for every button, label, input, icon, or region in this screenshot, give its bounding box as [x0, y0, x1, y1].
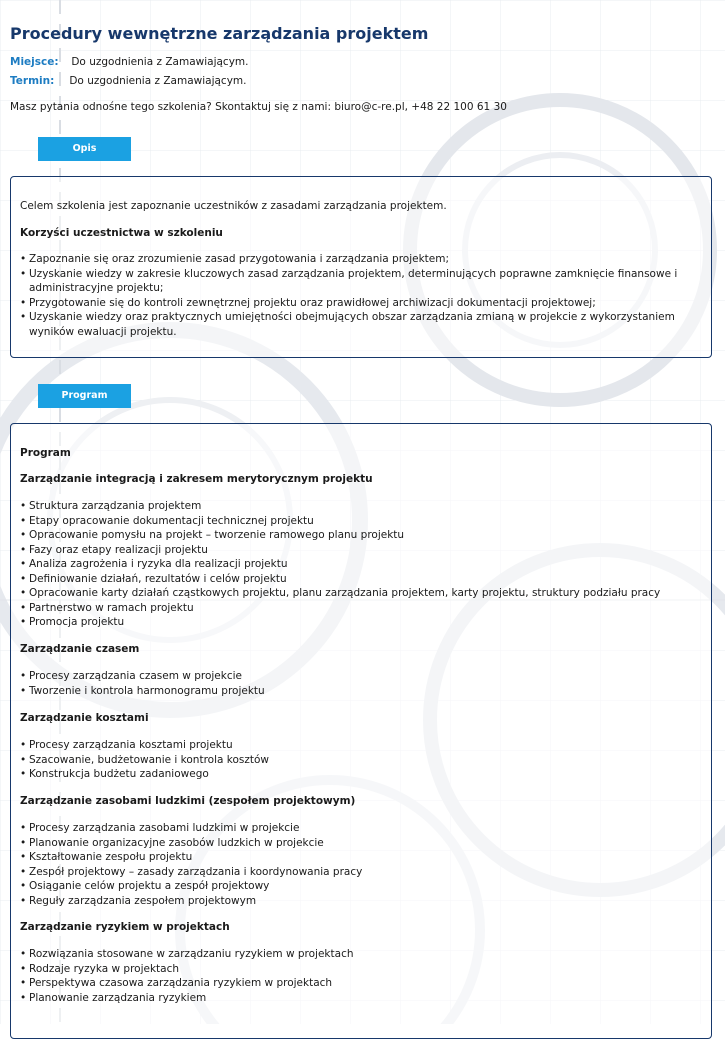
benefit-item: • Uzyskanie wiedzy w zakresie kluczowych zasad zarządzania projektem, determinujących poprawne zamknięcie finansowe i administracyjne projektu;	[20, 267, 689, 296]
section-list	[20, 738, 269, 782]
section-title: Zarządzanie kosztami	[20, 712, 149, 724]
list-item: • Planowanie zarządzania ryzykiem	[20, 991, 354, 1006]
place-label: Miejsce:	[10, 56, 59, 68]
page-title: Procedury wewnętrzne zarządzania projektem	[10, 24, 429, 43]
list-item: • Zespół projektowy – zasady zarządzania i koordynowania pracy	[20, 865, 362, 880]
list-item: • Rozwiązania stosowane w zarządzaniu ryzykiem w projektach	[20, 947, 354, 962]
program-heading: Program	[20, 447, 71, 459]
list-item: • Opracowanie pomysłu na projekt – tworzenie ramowego planu projektu	[20, 528, 660, 543]
program-box	[10, 423, 712, 1039]
benefit-item: • Przygotowanie się do kontroli zewnętrznej projektu oraz prawidłowej archiwizacji dokumentacji projektowej;	[20, 296, 689, 311]
list-item: • Procesy zarządzania czasem w projekcie	[20, 669, 265, 684]
list-item: • Opracowanie karty działań cząstkowych projektu, planu zarządzania projektem, karty projektu, struktury podziału pracy	[20, 586, 660, 601]
section-list	[20, 499, 660, 630]
section-title: Zarządzanie zasobami ludzkimi (zespołem projektowym)	[20, 795, 356, 807]
list-item: • Perspektywa czasowa zarządzania ryzykiem w projektach	[20, 976, 354, 991]
section-list	[20, 669, 265, 698]
list-item: • Procesy zarządzania kosztami projektu	[20, 738, 269, 753]
term-row	[10, 75, 246, 87]
list-item: • Rodzaje ryzyka w projektach	[20, 962, 354, 977]
section-list	[20, 821, 362, 908]
section-title: Zarządzanie ryzykiem w projektach	[20, 921, 230, 933]
list-item: • Partnerstwo w ramach projektu	[20, 601, 660, 616]
list-item: • Osiąganie celów projektu a zespół projektowy	[20, 879, 362, 894]
list-item: • Analiza zagrożenia i ryzyka dla realizacji projektu	[20, 557, 660, 572]
list-item: • Szacowanie, budżetowanie i kontrola kosztów	[20, 753, 269, 768]
list-item: • Planowanie organizacyjne zasobów ludzkich w projekcie	[20, 836, 362, 851]
contact-info: Masz pytania odnośne tego szkolenia? Skontaktuj się z nami: biuro@c-re.pl, +48 22 100 61 30	[10, 101, 507, 113]
list-item: • Fazy oraz etapy realizacji projektu	[20, 543, 660, 558]
term-label: Termin:	[10, 75, 55, 87]
section-list	[20, 947, 354, 1005]
list-item: • Tworzenie i kontrola harmonogramu projektu	[20, 684, 265, 699]
section-title: Zarządzanie integracją i zakresem merytorycznym projektu	[20, 473, 373, 485]
section-title: Zarządzanie czasem	[20, 643, 140, 655]
benefit-item: • Uzyskanie wiedzy oraz praktycznych umiejętności obejmujących obszar zarządzania zmianą w projekcie z wykorzystaniem wyników ewaluacji projektu.	[20, 310, 689, 339]
list-item: • Struktura zarządzania projektem	[20, 499, 660, 514]
description-intro: Celem szkolenia jest zapoznanie uczestników z zasadami zarządzania projektem.	[20, 200, 447, 212]
benefits-list	[20, 252, 689, 339]
list-item: • Definiowanie działań, rezultatów i celów projektu	[20, 572, 660, 587]
place-value: Do uzgodnienia z Zamawiającym.	[71, 56, 249, 68]
term-value: Do uzgodnienia z Zamawiającym.	[69, 75, 247, 87]
list-item: • Promocja projektu	[20, 615, 660, 630]
list-item: • Reguły zarządzania zespołem projektowym	[20, 894, 362, 909]
tab-opis[interactable]: Opis	[38, 137, 131, 161]
benefits-heading: Korzyści uczestnictwa w szkoleniu	[20, 227, 223, 239]
tab-program[interactable]: Program	[38, 384, 131, 408]
list-item: • Kształtowanie zespołu projektu	[20, 850, 362, 865]
list-item: • Konstrukcja budżetu zadaniowego	[20, 767, 269, 782]
description-box	[10, 176, 712, 358]
benefit-item: • Zapoznanie się oraz zrozumienie zasad przygotowania i zarządzania projektem;	[20, 252, 689, 267]
list-item: • Etapy opracowanie dokumentacji technicznej projektu	[20, 514, 660, 529]
list-item: • Procesy zarządzania zasobami ludzkimi w projekcie	[20, 821, 362, 836]
place-row	[10, 56, 248, 68]
